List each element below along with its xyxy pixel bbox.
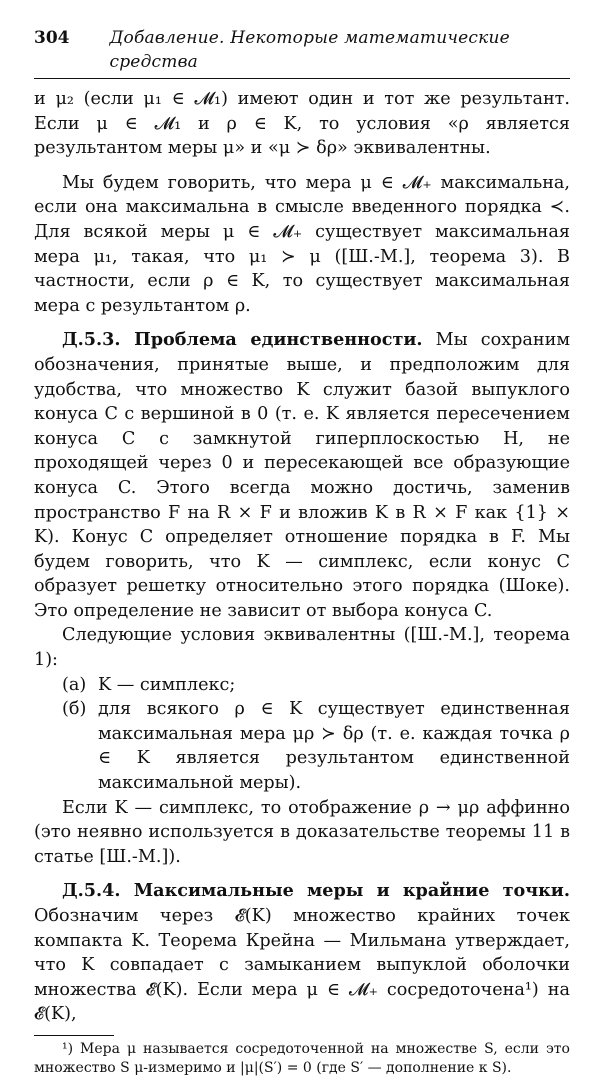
list-item-text: для всякого ρ ∈ K существует единственная максимальная мера μρ ≻ δρ (т. е. каждая точка ρ ∈ K является результантом единственной максимальной меры).: [98, 699, 570, 794]
section-uniqueness: [34, 328, 570, 623]
footnote-rule: [34, 1035, 114, 1036]
paragraph-continuation: и μ₂ (если μ₁ ∈ 𝓜₁) имеют один и тот же результант. Если μ ∈ 𝓜₁ и ρ ∈ K, то условия «ρ является результантом меры μ» и «μ ≻ δρ» эквивалентны.: [34, 89, 570, 159]
list-item: [62, 697, 570, 795]
document-page: [34, 26, 570, 1092]
list-item: [62, 673, 570, 698]
footnote: ¹) Мера μ называется сосредоточенной на множестве S, если это множество S μ-измеримо и |μ|(S′) = 0 (где S′ — дополнение к S).: [34, 1040, 570, 1076]
list-item-label: (б): [62, 699, 87, 720]
running-header: [34, 26, 570, 79]
body-text: [34, 87, 570, 1027]
paragraph-conditions: Следующие условия эквивалентны ([Ш.-М.], теорема 1):: [34, 625, 570, 671]
page-number: 304: [34, 28, 70, 48]
section-heading-extreme-points: Д.5.4. Максимальные меры и крайние точки.: [62, 880, 570, 902]
paragraph-maximal-measure: Мы будем говорить, что мера μ ∈ 𝓜₊ максимальна, если она максимальна в смысле введенного порядка ≺. Для всякой меры μ ∈ 𝓜₊ существует максимальная мера μ₁, такая, что μ₁ ≻ μ ([Ш.-М.], теорема 3). В частности, если ρ ∈ K, то существует максимальная мера с результантом ρ.: [34, 172, 570, 316]
list-item-text: K — симплекс;: [98, 674, 236, 695]
section-extreme-points: [34, 879, 570, 1027]
conditions-list: [34, 673, 570, 796]
section-text-extreme-points: Обозначим через 𝓔(K) множество крайних точек компакта K. Теорема Крейна — Мильмана утверждает, что K совпадает с замыканием выпуклой оболочки множества 𝓔(K). Если мера μ ∈ 𝓜₊ сосредоточена¹) на 𝓔(K),: [34, 906, 570, 1025]
section-text-uniqueness: Мы сохраним обозначения, принятые выше, и предположим для удобства, что множество K служит базой выпуклого конуса C с вершиной в 0 (т. е. K является пересечением конуса C с замкнутой гиперплоскостью H, не проходящей через 0 и пересекающей все образующие конуса C. Этого всегда можно достичь, заменив пространство F на R × F и вложив K в R × F как {1} × K). Конус C определяет отношение порядка в F. Мы будем говорить, что K — симплекс, если конус C образует решетку относительно этого порядка (Шоке). Это определение не зависит от выбора конуса C.: [34, 330, 570, 621]
running-title: Добавление. Некоторые математические средства: [109, 28, 510, 72]
paragraph-affine-map: Если K — симплекс, то отображение ρ → μρ аффинно (это неявно используется в доказательстве теоремы 11 в статье [Ш.-М.]).: [34, 797, 570, 867]
section-heading-uniqueness: Д.5.3. Проблема единственности.: [62, 329, 423, 351]
list-item-label: (а): [62, 674, 87, 695]
